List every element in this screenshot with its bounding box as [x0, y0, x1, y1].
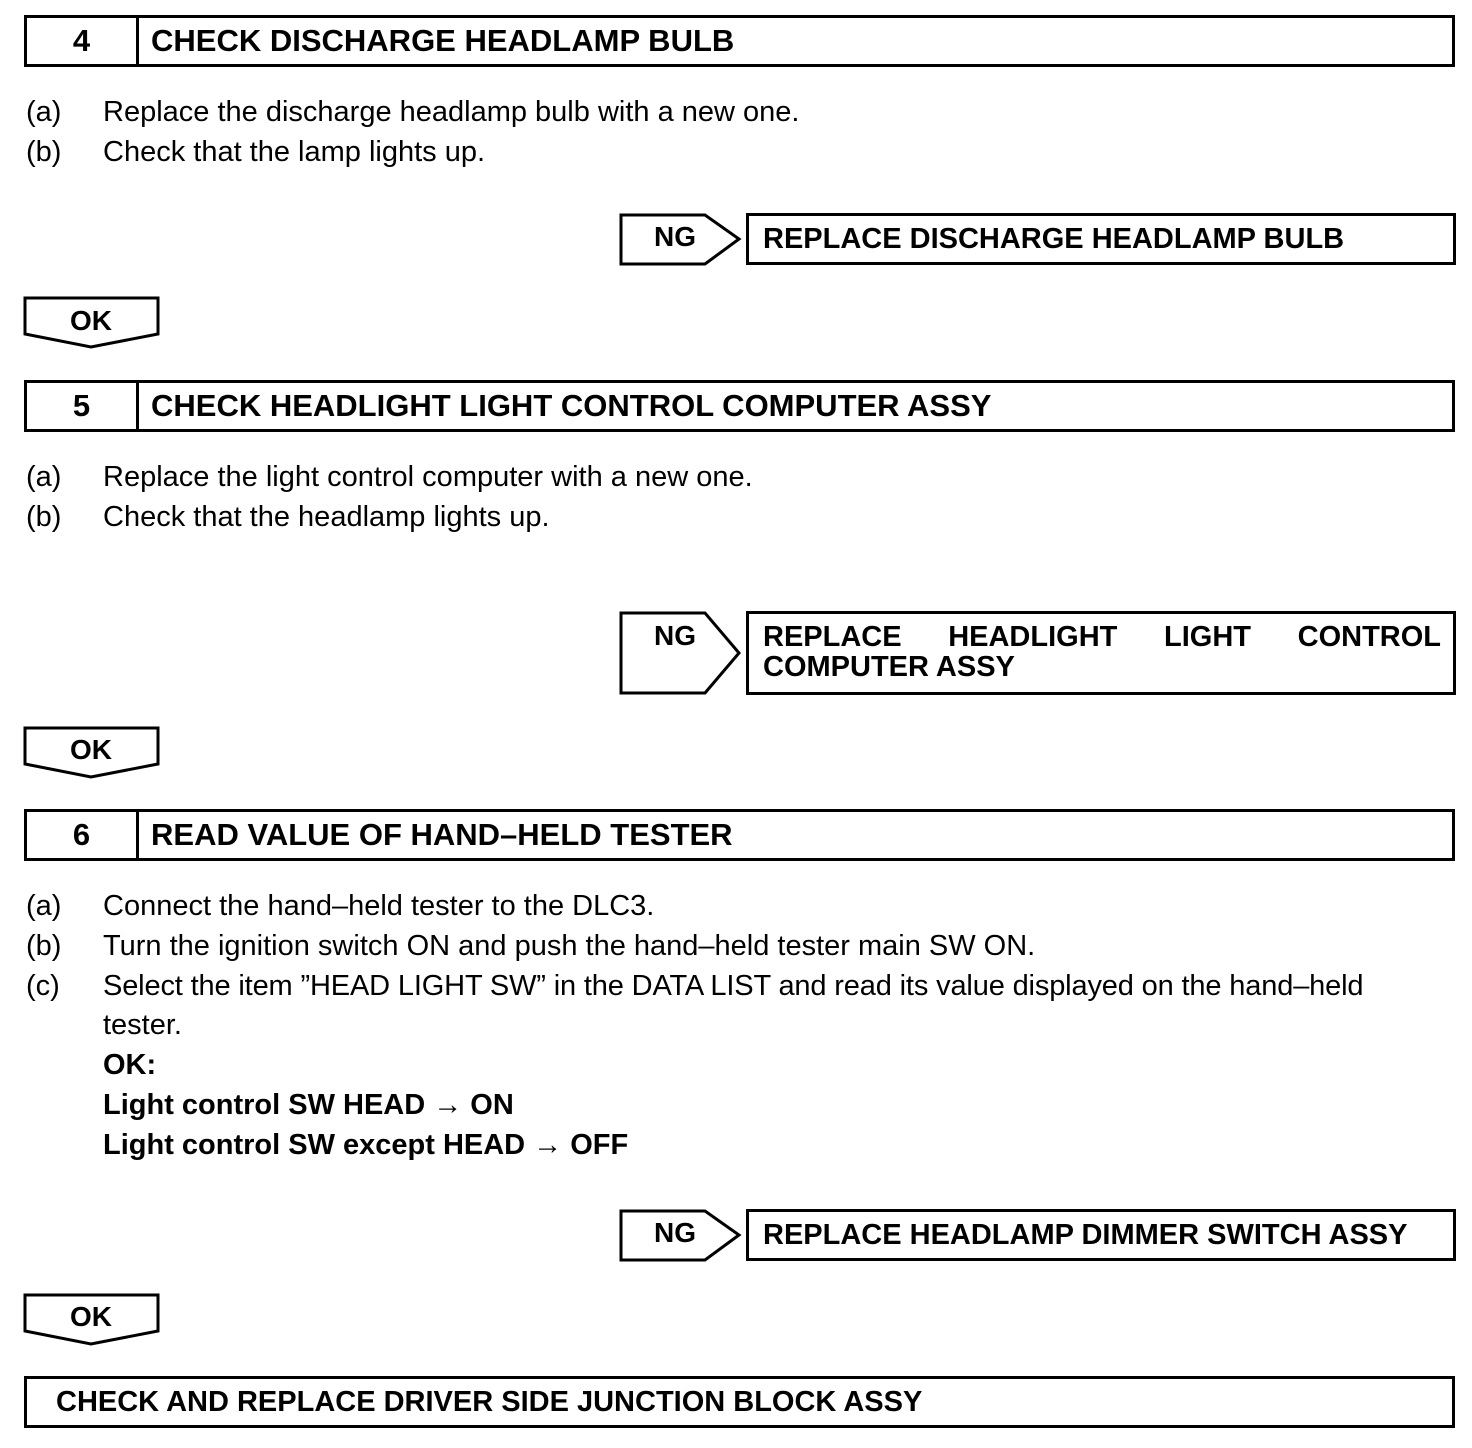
instruction-label: (c) [26, 970, 60, 1002]
instruction-label: (b) [26, 501, 62, 533]
instruction-text: Check that the lamp lights up. [103, 136, 486, 168]
step-5-header [24, 380, 1455, 432]
ng-result-box [746, 1209, 1456, 1261]
instruction-text: tester. [103, 1009, 182, 1041]
ng-result-text: REPLACE DISCHARGE HEADLAMP BULB [763, 223, 1345, 255]
ng-label: NG [654, 221, 696, 252]
instruction-label: (b) [26, 136, 62, 168]
instruction-label: (a) [26, 96, 62, 128]
ok-spec-title: OK: [103, 1049, 157, 1081]
ng-result-text: REPLACE HEADLIGHT LIGHT CONTROL COMPUTER ASSY [763, 621, 1441, 683]
step-number: 6 [27, 812, 139, 858]
instruction-label: (a) [26, 461, 62, 493]
step-title: READ VALUE OF HAND–HELD TESTER [151, 817, 733, 852]
ok-label: OK [70, 1301, 112, 1332]
step-title: CHECK HEADLIGHT LIGHT CONTROL COMPUTER ASSY [151, 388, 992, 423]
step-title: CHECK DISCHARGE HEADLAMP BULB [151, 23, 735, 58]
instruction-label: (b) [26, 930, 62, 962]
final-action-box [24, 1376, 1455, 1428]
ng-result-text: REPLACE HEADLAMP DIMMER SWITCH ASSY [763, 1219, 1408, 1251]
step-number: 5 [27, 383, 139, 429]
instruction-text: Connect the hand–held tester to the DLC3. [103, 890, 655, 922]
ng-result-box [746, 213, 1456, 265]
ng-result-box [746, 611, 1456, 695]
instruction-text: Replace the light control computer with a new one. [103, 461, 753, 493]
final-action-text: CHECK AND REPLACE DRIVER SIDE JUNCTION BLOCK ASSY [56, 1385, 923, 1418]
instruction-text: Select the item ”HEAD LIGHT SW” in the DATA LIST and read its value displayed on the hand–held [103, 970, 1364, 1002]
ok-label: OK [70, 734, 112, 765]
step-4-header [24, 15, 1455, 67]
instruction-label: (a) [26, 890, 62, 922]
ok-spec-line: Light control SW HEAD → ON [103, 1089, 514, 1121]
step-6-header [24, 809, 1455, 861]
step-number: 4 [27, 18, 139, 64]
ok-label: OK [70, 305, 112, 336]
instruction-text: Check that the headlamp lights up. [103, 501, 550, 533]
ok-spec-line: Light control SW except HEAD → OFF [103, 1129, 629, 1161]
instruction-text: Turn the ignition switch ON and push the hand–held tester main SW ON. [103, 930, 1036, 962]
ng-label: NG [654, 620, 696, 651]
ng-label: NG [654, 1217, 696, 1248]
instruction-text: Replace the discharge headlamp bulb with a new one. [103, 96, 800, 128]
